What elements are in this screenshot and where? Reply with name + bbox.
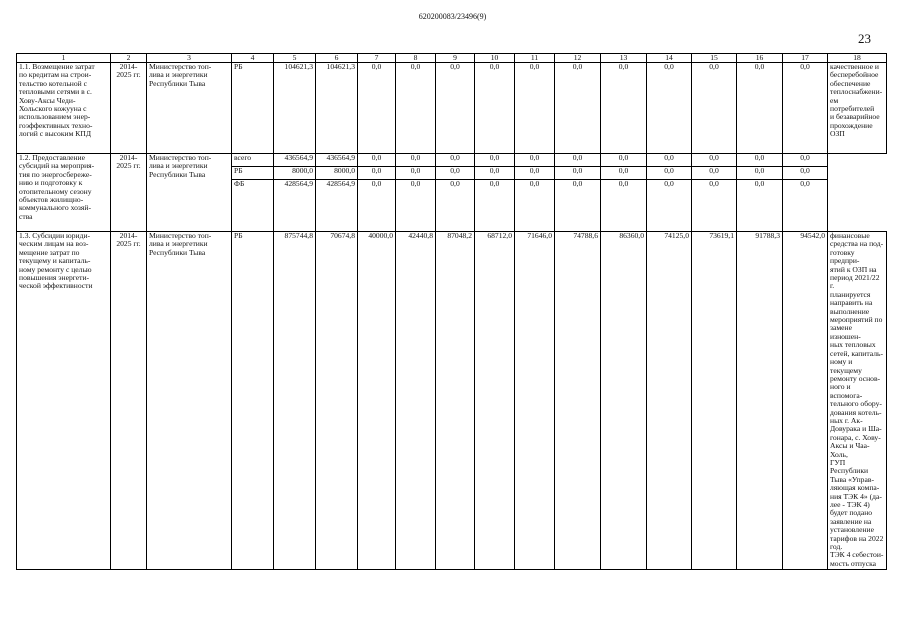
source-cell: РБ bbox=[232, 63, 274, 154]
period-cell: 2014- 2025 гг. bbox=[111, 63, 147, 154]
value-cell: 0,0 bbox=[783, 63, 828, 154]
value-cell: 86360,0 bbox=[601, 232, 647, 570]
result-cell bbox=[828, 154, 887, 232]
value-cell: 8000,0 bbox=[274, 167, 316, 180]
value-cell: 0,0 bbox=[692, 167, 737, 180]
header-cell: 6 bbox=[316, 54, 358, 63]
value-cell: 0,0 bbox=[475, 167, 515, 180]
value-cell: 0,0 bbox=[737, 180, 783, 232]
header-cell: 1 bbox=[17, 54, 111, 63]
table-row bbox=[17, 232, 887, 570]
value-cell: 0,0 bbox=[601, 167, 647, 180]
value-cell: 0,0 bbox=[436, 167, 475, 180]
value-cell: 40000,0 bbox=[358, 232, 396, 570]
value-cell: 68712,0 bbox=[475, 232, 515, 570]
header-cell: 11 bbox=[515, 54, 555, 63]
activity-name: 1.3. Субсидии юриди- ческим лицам на воз- мещение затрат по текущему и капиталь- ному ремонту с целью повышения энергети- ческой эффективности bbox=[17, 232, 111, 570]
header-cell: 15 bbox=[692, 54, 737, 63]
activity-name: 1.2. Предоставление субсидий на мероприя- тия по энергосбереже- нию и подготовку к отопительному сезону объектов жилищно- коммунального хозяй- ства bbox=[17, 154, 111, 232]
period-cell: 2014- 2025 гг. bbox=[111, 232, 147, 570]
value-cell: 0,0 bbox=[692, 180, 737, 232]
header-cell: 3 bbox=[147, 54, 232, 63]
value-cell: 104621,3 bbox=[274, 63, 316, 154]
value-cell: 0,0 bbox=[555, 180, 601, 232]
value-cell: 91788,3 bbox=[737, 232, 783, 570]
source-cell: РБ bbox=[232, 232, 274, 570]
value-cell: 436564,9 bbox=[316, 154, 358, 167]
value-cell: 0,0 bbox=[555, 167, 601, 180]
result-cell: качественное и бесперебойное обеспечение теплоснабжени- ем потребителей и безаварийное прохождение ОЗП bbox=[828, 63, 887, 154]
value-cell: 74788,6 bbox=[555, 232, 601, 570]
header-cell: 7 bbox=[358, 54, 396, 63]
value-cell: 0,0 bbox=[601, 63, 647, 154]
value-cell: 0,0 bbox=[647, 180, 692, 232]
value-cell: 0,0 bbox=[475, 63, 515, 154]
header-cell: 2 bbox=[111, 54, 147, 63]
value-cell: 436564,9 bbox=[274, 154, 316, 167]
value-cell: 42440,8 bbox=[396, 232, 436, 570]
value-cell: 0,0 bbox=[555, 154, 601, 167]
value-cell: 87048,2 bbox=[436, 232, 475, 570]
value-cell: 0,0 bbox=[358, 154, 396, 167]
value-cell: 0,0 bbox=[555, 63, 601, 154]
value-cell: 0,0 bbox=[515, 154, 555, 167]
value-cell: 0,0 bbox=[783, 167, 828, 180]
executor-cell: Министерство топ- лива и энергетики Республики Тыва bbox=[147, 154, 232, 232]
header-cell: 13 bbox=[601, 54, 647, 63]
activity-name: 1.1. Возмещение затрат по кредитам на строи- тельство котельной с тепловыми сетями в с. Хову-Аксы Чеди- Хольского кожууна с использованием энер- гоэффективных техно- логий с высоким КПД bbox=[17, 63, 111, 154]
source-cell: всего bbox=[232, 154, 274, 167]
value-cell: 0,0 bbox=[737, 154, 783, 167]
result-cell: финансовые средства на под- готовку предпри- ятий к ОЗП на период 2021/22 г. планируется направить на выполнение мероприятий по замене изношен- ных тепловых сетей, капиталь- ному и текущему ремонту основ- ного и вспомога- тельного обору- дования котель- ных г. Ак- Довурака и Ша- гонара, с. Хову- Аксы и Чаа- Холь, ГУП Республики Тыва «Управ- ляющая компа- ния ТЭК 4» (да- лее - ТЭК 4) будет подано заявление на установление тарифов на 2022 год. ТЭК 4 себестои- мость отпуска bbox=[828, 232, 887, 570]
value-cell: 0,0 bbox=[358, 167, 396, 180]
value-cell: 0,0 bbox=[436, 154, 475, 167]
value-cell: 0,0 bbox=[475, 154, 515, 167]
source-cell: РБ bbox=[232, 167, 274, 180]
value-cell: 0,0 bbox=[358, 180, 396, 232]
value-cell: 8000,0 bbox=[316, 167, 358, 180]
header-cell: 14 bbox=[647, 54, 692, 63]
header-cell: 12 bbox=[555, 54, 601, 63]
executor-cell: Министерство топ- лива и энергетики Республики Тыва bbox=[147, 232, 232, 570]
value-cell: 428564,9 bbox=[274, 180, 316, 232]
page-number: 23 bbox=[858, 31, 871, 46]
value-cell: 0,0 bbox=[783, 154, 828, 167]
value-cell: 94542,0 bbox=[783, 232, 828, 570]
value-cell: 0,0 bbox=[515, 167, 555, 180]
value-cell: 0,0 bbox=[436, 63, 475, 154]
header-cell: 10 bbox=[475, 54, 515, 63]
value-cell: 71646,0 bbox=[515, 232, 555, 570]
value-cell: 0,0 bbox=[396, 63, 436, 154]
table-row bbox=[17, 63, 887, 154]
value-cell: 0,0 bbox=[396, 167, 436, 180]
value-cell: 0,0 bbox=[647, 63, 692, 154]
value-cell: 0,0 bbox=[515, 63, 555, 154]
header-cell: 9 bbox=[436, 54, 475, 63]
header-cell: 17 bbox=[783, 54, 828, 63]
header-cell: 5 bbox=[274, 54, 316, 63]
value-cell: 0,0 bbox=[692, 63, 737, 154]
executor-cell: Министерство топ- лива и энергетики Республики Тыва bbox=[147, 63, 232, 154]
value-cell: 0,0 bbox=[647, 167, 692, 180]
value-cell: 0,0 bbox=[396, 180, 436, 232]
value-cell: 428564,9 bbox=[316, 180, 358, 232]
value-cell: 875744,8 bbox=[274, 232, 316, 570]
value-cell: 0,0 bbox=[601, 154, 647, 167]
value-cell: 0,0 bbox=[475, 180, 515, 232]
table-row bbox=[17, 154, 887, 167]
period-cell: 2014- 2025 гг. bbox=[111, 154, 147, 232]
value-cell: 0,0 bbox=[515, 180, 555, 232]
value-cell: 0,0 bbox=[647, 154, 692, 167]
header-cell: 18 bbox=[828, 54, 887, 63]
value-cell: 70674,8 bbox=[316, 232, 358, 570]
value-cell: 104621,3 bbox=[316, 63, 358, 154]
value-cell: 74125,0 bbox=[647, 232, 692, 570]
program-table bbox=[16, 53, 887, 570]
value-cell: 0,0 bbox=[601, 180, 647, 232]
value-cell: 0,0 bbox=[358, 63, 396, 154]
value-cell: 0,0 bbox=[737, 167, 783, 180]
header-cell: 16 bbox=[737, 54, 783, 63]
source-cell: ФБ bbox=[232, 180, 274, 232]
header-cell: 8 bbox=[396, 54, 436, 63]
value-cell: 0,0 bbox=[692, 154, 737, 167]
value-cell: 0,0 bbox=[783, 180, 828, 232]
header-row bbox=[17, 54, 887, 63]
value-cell: 0,0 bbox=[436, 180, 475, 232]
value-cell: 0,0 bbox=[396, 154, 436, 167]
value-cell: 73619,1 bbox=[692, 232, 737, 570]
document-id: 620200083/23496(9) bbox=[418, 12, 487, 21]
value-cell: 0,0 bbox=[737, 63, 783, 154]
header-cell: 4 bbox=[232, 54, 274, 63]
